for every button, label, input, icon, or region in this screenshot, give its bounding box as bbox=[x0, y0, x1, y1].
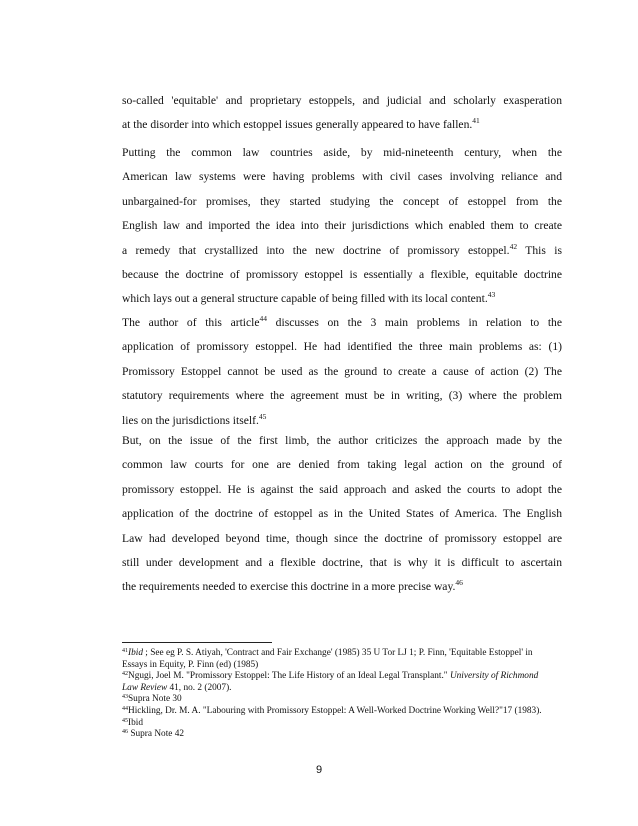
text-line: Law had developed beyond time, though since the doctrine of promissory estoppel are bbox=[122, 531, 562, 545]
text-line: the requirements needed to exercise this doctrine in a more precise way.$^{46}$ bbox=[122, 578, 463, 594]
text-line: English law and imported the idea into their jurisdictions which enabled them to create bbox=[122, 219, 562, 233]
footnote-ref: 45 bbox=[258, 411, 267, 421]
footnote: $^{46}$ Supra Note 42 bbox=[122, 729, 185, 740]
paragraph-1 bbox=[122, 89, 562, 138]
paragraph-3 bbox=[122, 311, 562, 433]
text-line: a remedy that crystallized into the new doctrine of promissory estoppel.$^{42}$ This is bbox=[122, 241, 562, 257]
paragraph-2 bbox=[122, 141, 562, 312]
footnote-separator bbox=[122, 642, 272, 643]
text-line: common law courts for one are denied from taking legal action on the ground of bbox=[122, 458, 562, 472]
footnote: $^{45}$Ibid bbox=[122, 717, 143, 728]
footnotes bbox=[122, 648, 562, 741]
text-line: so-called 'equitable' and proprietary estoppels, and judicial and scholarly exasperation bbox=[122, 94, 562, 107]
text-line: The author of this article$^{44}$ discusses on the 3 main problems in relation to the bbox=[122, 314, 563, 329]
footnote-ref: 43 bbox=[487, 290, 496, 300]
text-line: application of promissory estoppel. He had identified the three main problems as: (1) bbox=[122, 340, 562, 354]
footnote-continuation: Essays in Equity, P. Finn (ed) (1985) bbox=[122, 659, 259, 670]
text-line: because the doctrine of promissory estoppel is essentially a flexible, equitable doctrine bbox=[122, 267, 562, 281]
text-line: statutory requirements where the agreement must be in writing, (3) where the problem bbox=[122, 389, 562, 403]
text-line: But, on the issue of the first limb, the author criticizes the approach made by the bbox=[122, 434, 562, 447]
text-line: still under development and a flexible doctrine, that is why it is difficult to ascertain bbox=[122, 555, 562, 569]
footnote-continuation: Law Review 41, no. 2 (2007). bbox=[122, 682, 232, 693]
text-line: unbargained-for promises, they started studying the concept of estoppel from the bbox=[122, 194, 562, 208]
footnote: $^{43}$Supra Note 30 bbox=[122, 694, 182, 705]
text-line: Promissory Estoppel cannot be used as the ground to create a cause of action (2) The bbox=[122, 364, 562, 378]
footnote: $^{41}$Ibid ; See eg P. S. Atiyah, 'Contract and Fair Exchange' (1985) 35 U Tor LJ 1; P. Finn, 'Equitable Estoppel' in bbox=[122, 648, 533, 658]
footnote-ref: 44 bbox=[259, 314, 268, 323]
text-line: which lays out a general structure capable of being filled with its local content.$^{43}$ bbox=[122, 290, 496, 306]
footnote: $^{42}$Ngugi, Joel M. "Promissory Estoppel: The Life History of an Ideal Legal Transplant." University of Richmond bbox=[122, 671, 539, 682]
text-line: promissory estoppel. He is against the said approach and asked the courts to adopt the bbox=[122, 482, 562, 496]
footnote: $^{44}$Hickling, Dr. M. A. "Labouring with Promissory Estoppel: A Well-Worked Doctrine Working Well?"17 (1983). bbox=[122, 705, 542, 716]
footnote-ref: 41 bbox=[472, 116, 480, 126]
page-number: 9 bbox=[315, 764, 323, 776]
text-line: lies on the jurisdictions itself.$^{45}$ bbox=[122, 411, 267, 427]
text-line: application of the doctrine of estoppel as in the United States of America. The English bbox=[122, 507, 562, 521]
paragraph-4 bbox=[122, 429, 562, 600]
text-line: American law systems were having problems with civil cases involving reliance and bbox=[122, 170, 562, 184]
footnote-ref: 46 bbox=[455, 578, 463, 588]
text-line: Putting the common law countries aside, by mid-nineteenth century, when the bbox=[122, 146, 562, 159]
text-line: at the disorder into which estoppel issues generally appeared to have fallen.$^{41}$ bbox=[122, 116, 480, 132]
footnote-ref: 42 bbox=[509, 241, 518, 251]
